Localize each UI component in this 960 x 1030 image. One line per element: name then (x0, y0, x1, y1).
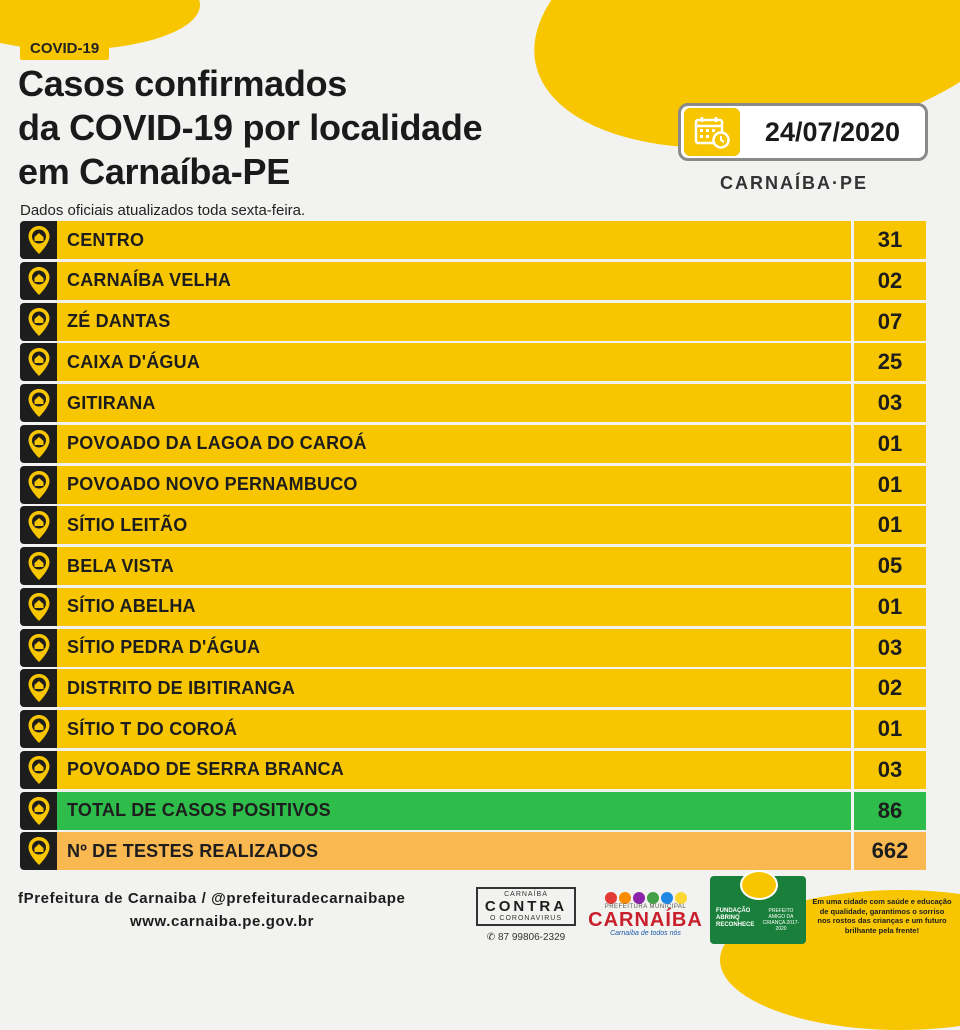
people-icon (588, 878, 703, 904)
contra-coronavirus-logo (476, 887, 576, 943)
locality-name: CENTRO (57, 221, 851, 259)
logo-brand-text: CARNAÍBA (588, 909, 703, 931)
page-title (18, 62, 538, 194)
locality-name: BELA VISTA (57, 547, 851, 585)
location-pin-icon (20, 221, 57, 259)
tests-row (20, 832, 926, 870)
contra-logo-box (476, 887, 576, 926)
case-count: 02 (854, 669, 926, 707)
locality-name: ZÉ DANTAS (57, 303, 851, 341)
locality-name: Nº DE TESTES REALIZADOS (57, 832, 851, 870)
website-url: www.carnaiba.pe.gov.br (130, 913, 315, 930)
locality-name: SÍTIO LEITÃO (57, 506, 851, 544)
locality-name: SÍTIO ABELHA (57, 588, 851, 626)
abrinq-right-text: PREFEITO AMIGO DA CRIANÇA 2017-2020 (762, 908, 800, 932)
contra-top-text: CARNAÍBA (504, 891, 548, 898)
smiley-icon (740, 870, 778, 900)
locality-name: POVOADO DE SERRA BRANCA (57, 751, 851, 789)
location-pin-icon (20, 710, 57, 748)
case-count: 07 (854, 303, 926, 341)
table-row (20, 710, 926, 748)
table-row (20, 262, 926, 300)
table-row (20, 384, 926, 422)
locality-name: CAIXA D'ÁGUA (57, 343, 851, 381)
title-line-2: da COVID-19 por localidade (18, 107, 483, 148)
prefeitura-carnaiba-logo (588, 878, 703, 937)
locality-name: POVOADO NOVO PERNAMBUCO (57, 466, 851, 504)
location-pin-icon (20, 629, 57, 667)
case-count: 86 (854, 792, 926, 830)
location-pin-icon (20, 792, 57, 830)
footer-tagline: Em uma cidade com saúde e educação de qualidade, garantimos o sorriso nos rostos das crianças e um futuro brilhante pela frente! (812, 897, 952, 935)
location-pin-icon (20, 832, 57, 870)
case-count: 01 (854, 466, 926, 504)
location-pin-icon (20, 343, 57, 381)
footer-contact (18, 890, 405, 930)
cases-table (20, 221, 926, 873)
date-box (678, 103, 928, 161)
calendar-clock-icon (684, 108, 740, 156)
table-row (20, 343, 926, 381)
case-count: 05 (854, 547, 926, 585)
table-row (20, 547, 926, 585)
whatsapp-phone (476, 932, 576, 943)
table-row (20, 669, 926, 707)
abrinq-left-text: FUNDAÇÃO ABRINQ RECONHECE (716, 908, 755, 928)
locality-name: CARNAÍBA VELHA (57, 262, 851, 300)
location-pin-icon (20, 262, 57, 300)
locality-name: DISTRITO DE IBITIRANGA (57, 669, 851, 707)
table-row (20, 425, 926, 463)
case-count: 01 (854, 588, 926, 626)
case-count: 03 (854, 629, 926, 667)
city-label: CARNAÍBA·PE (720, 173, 868, 193)
location-pin-icon (20, 588, 57, 626)
table-row (20, 466, 926, 504)
whatsapp-icon: ✆ (486, 932, 496, 943)
location-pin-icon (20, 751, 57, 789)
table-row (20, 629, 926, 667)
case-count: 03 (854, 384, 926, 422)
location-pin-icon (20, 669, 57, 707)
date-text: 24/07/2020 (764, 116, 901, 147)
subtitle: Dados oficiais atualizados toda sexta-feira. (20, 202, 306, 219)
case-count: 01 (854, 425, 926, 463)
case-count: 03 (854, 751, 926, 789)
location-pin-icon (20, 547, 57, 585)
covid-tag: COVID-19 (20, 38, 109, 60)
locality-name: GITIRANA (57, 384, 851, 422)
title-line-1: Casos confirmados (18, 63, 347, 104)
abrinq-seal (710, 876, 806, 944)
logo-small-text: PREFEITURA MUNICIPAL (604, 904, 687, 910)
case-count: 01 (854, 710, 926, 748)
location-pin-icon (20, 506, 57, 544)
location-pin-icon (20, 466, 57, 504)
location-pin-icon (20, 384, 57, 422)
case-count: 662 (854, 832, 926, 870)
case-count: 02 (854, 262, 926, 300)
total-row (20, 792, 926, 830)
background-decoration-top-right (509, 0, 960, 191)
location-pin-icon (20, 425, 57, 463)
social-handles: fPrefeitura de Carnaiba / @prefeituradecarnaibape (18, 890, 406, 907)
locality-name: POVOADO DA LAGOA DO CAROÁ (57, 425, 851, 463)
contra-big-text: CONTRA (484, 898, 568, 915)
table-row (20, 588, 926, 626)
title-line-3: em Carnaíba-PE (18, 151, 290, 192)
location-pin-icon (20, 303, 57, 341)
logo-slogan: Carnaíba de todos nós (610, 930, 681, 937)
table-row (20, 751, 926, 789)
table-row (20, 303, 926, 341)
case-count: 01 (854, 506, 926, 544)
locality-name: TOTAL DE CASOS POSITIVOS (57, 792, 851, 830)
locality-name: SÍTIO T DO COROÁ (57, 710, 851, 748)
case-count: 25 (854, 343, 926, 381)
table-row (20, 221, 926, 259)
locality-name: SÍTIO PEDRA D'ÁGUA (57, 629, 851, 667)
contra-bottom-text: O CORONAVIRUS (490, 915, 562, 922)
phone-number: 87 99806-2329 (497, 932, 566, 943)
case-count: 31 (854, 221, 926, 259)
table-row (20, 506, 926, 544)
